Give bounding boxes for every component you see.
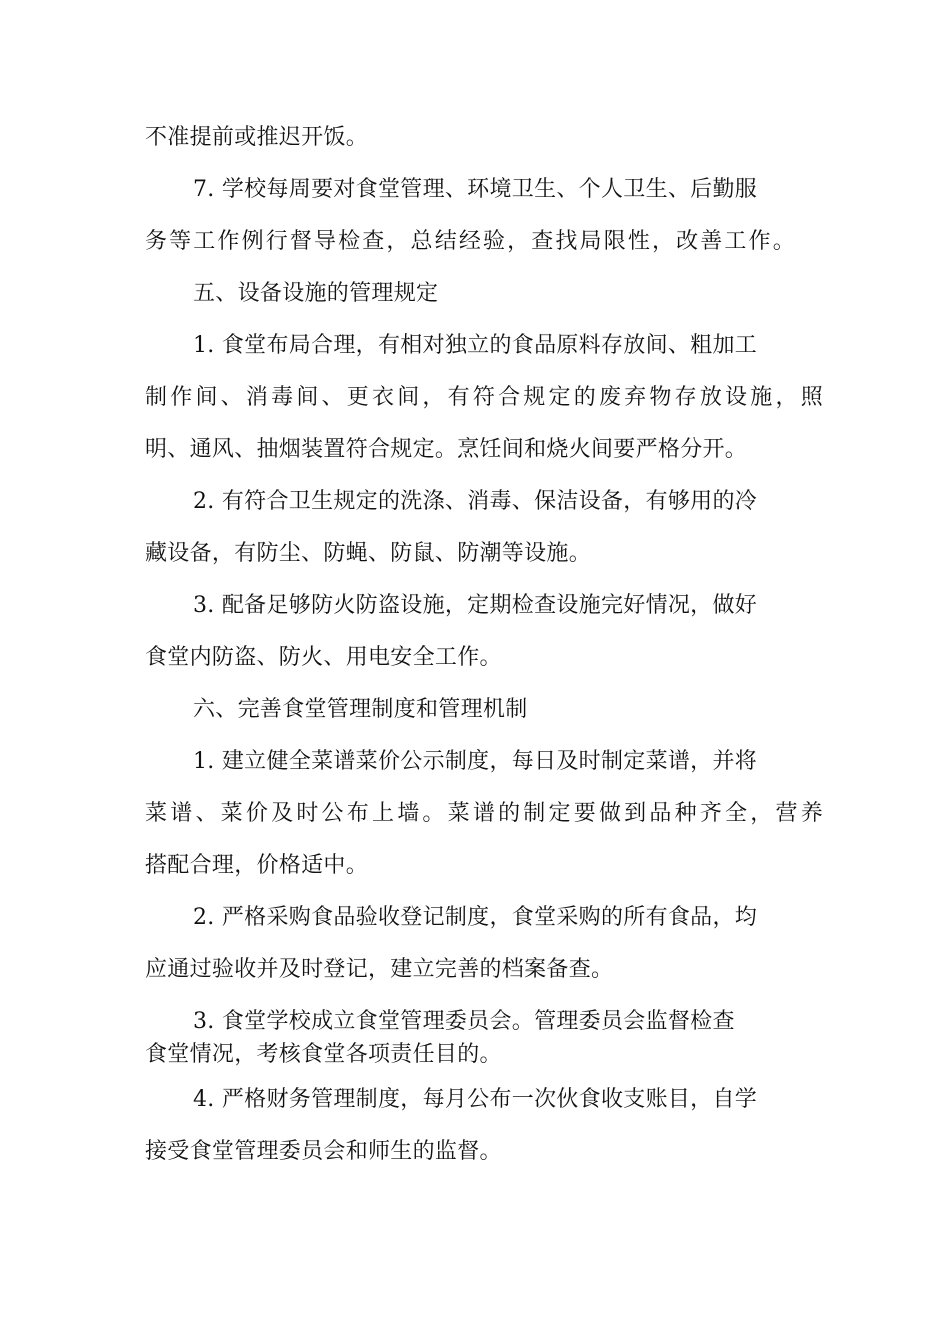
text-line-8: 2. 有符合卫生规定的洗涤、消毒、保洁设备，有够用的冷: [193, 489, 758, 514]
text-line-20: 4. 严格财务管理制度，每月公布一次伙食收支账目，自学: [193, 1087, 758, 1112]
text-line-6: 制作间、消毒间、更衣间，有符合规定的废弃物存放设施，照: [145, 385, 823, 410]
section-heading-5: 五、设备设施的管理规定: [193, 281, 439, 306]
text-line-14: 菜谱、菜价及时公布上墙。菜谱的制定要做到品种齐全，营养: [145, 801, 823, 826]
text-line-5: 1. 食堂布局合理，有相对独立的食品原料存放间、粗加工: [193, 333, 758, 358]
text-line-16: 2. 严格采购食品验收登记制度，食堂采购的所有食品，均: [193, 905, 758, 930]
text-line-21: 接受食堂管理委员会和师生的监督。: [145, 1139, 502, 1164]
section-heading-6: 六、完善食堂管理制度和管理机制: [193, 697, 528, 722]
text-line-2: 7. 学校每周要对食堂管理、环境卫生、个人卫生、后勤服: [193, 177, 758, 202]
text-line-3: 务等工作例行督导检查，总结经验，查找局限性，改善工作。: [145, 229, 795, 254]
text-line-10: 3. 配备足够防火防盗设施，定期检查设施完好情况，做好: [193, 593, 758, 618]
text-line-1: 不准提前或推迟开饭。: [145, 125, 369, 150]
text-line-17: 应通过验收并及时登记，建立完善的档案备查。: [145, 957, 614, 982]
text-line-9: 藏设备，有防尘、防蝇、防鼠、防潮等设施。: [145, 541, 592, 566]
text-line-15: 搭配合理，价格适中。: [145, 853, 369, 878]
text-line-18: 3. 食堂学校成立食堂管理委员会。管理委员会监督检查: [193, 1009, 735, 1034]
text-line-13: 1. 建立健全菜谱菜价公示制度，每日及时制定菜谱，并将: [193, 749, 758, 774]
text-line-7: 明、通风、抽烟装置符合规定。烹饪间和烧火间要严格分开。: [145, 437, 748, 462]
text-line-11: 食堂内防盗、防火、用电安全工作。: [145, 645, 502, 670]
text-line-19: 食堂情况，考核食堂各项责任目的。: [145, 1042, 502, 1067]
